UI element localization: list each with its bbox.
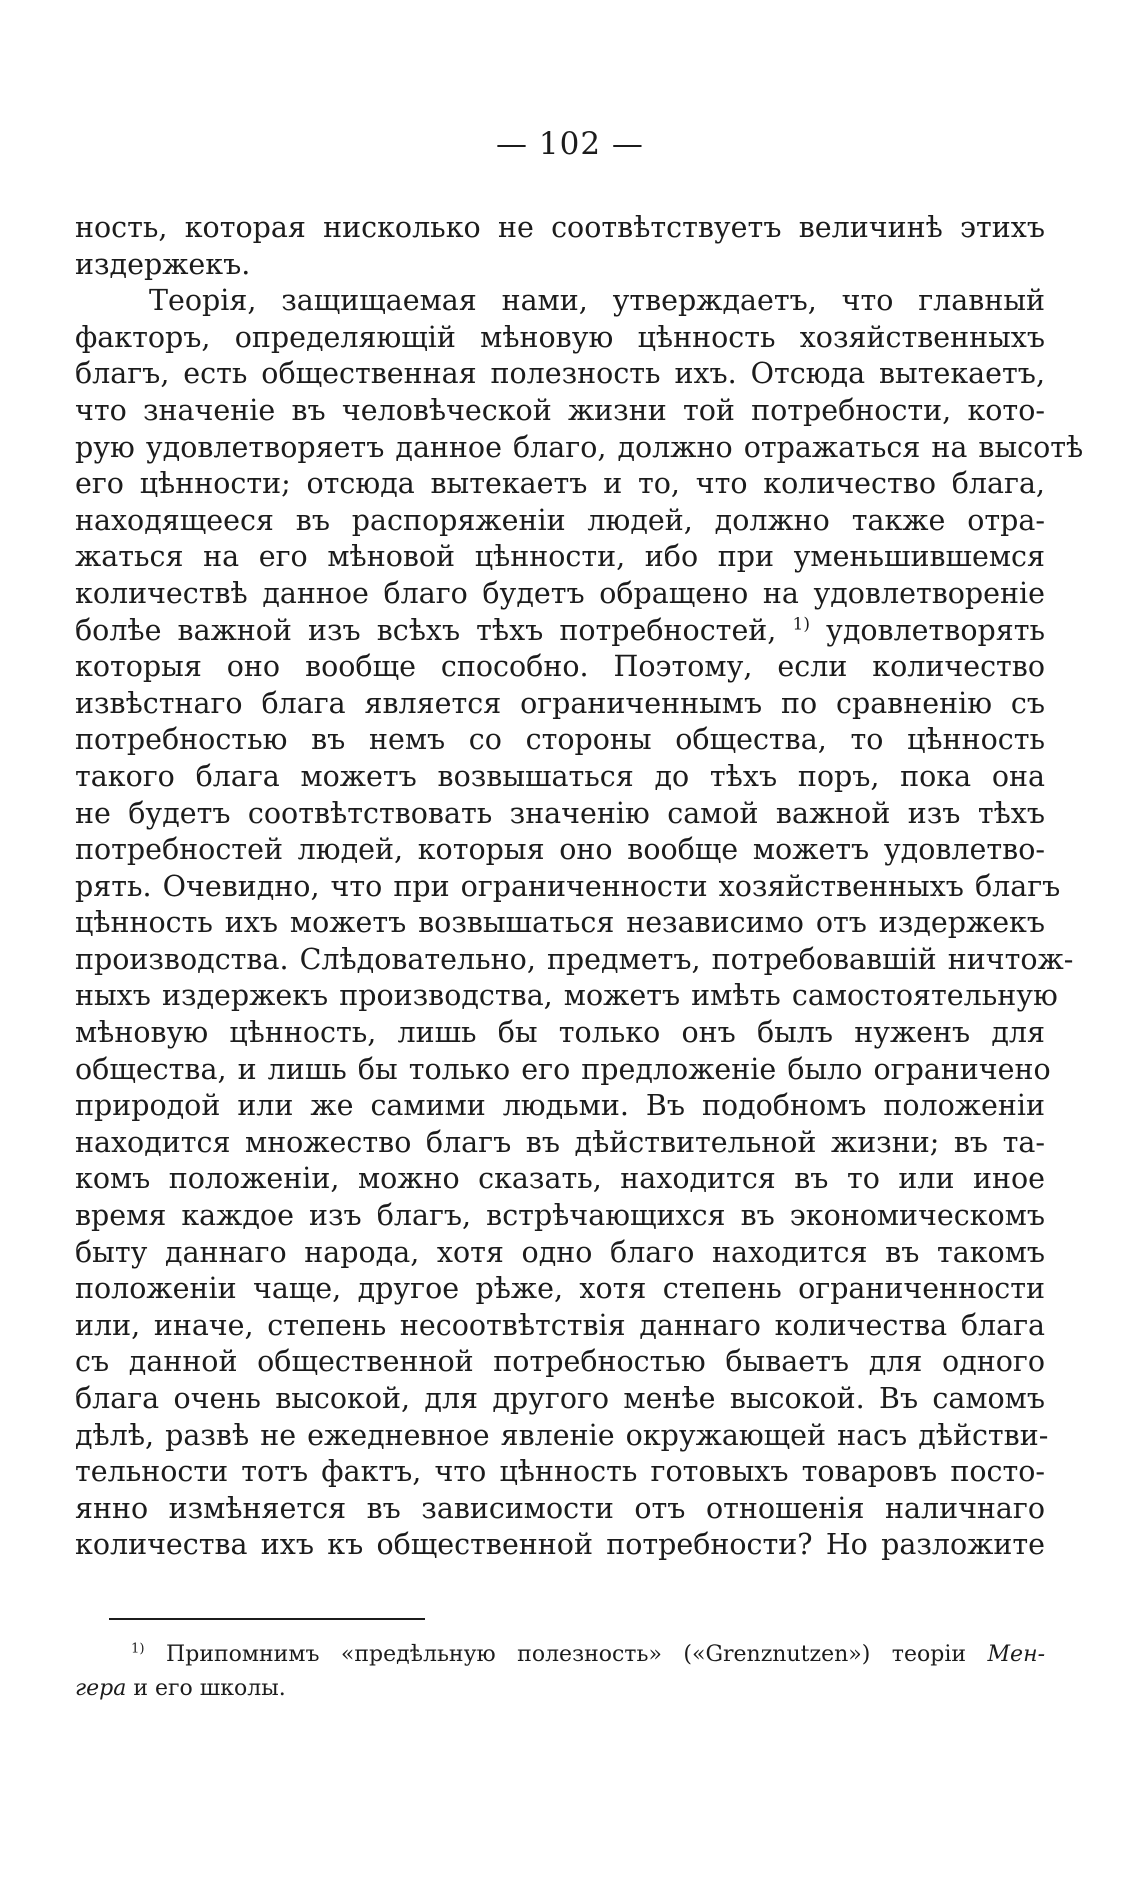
text-line-20: цѣнность ихъ можетъ возвышаться независимо отъ издержекъ	[75, 906, 1045, 940]
text-line-19: рять. Очевидно, что при ограниченности хозяйственныхъ благъ	[75, 869, 1061, 903]
text-line-34: дѣлѣ, развѣ не ежедневное явленіе окружающей насъ дѣйстви-	[75, 1418, 1049, 1452]
text-line-13: которыя оно вообще способно. Поэтому, если количество	[75, 650, 1045, 684]
text-line-5: благъ, есть общественная полезность ихъ. Отсюда вытекаетъ,	[75, 357, 1045, 391]
text-line-10: жаться на его мѣновой цѣнности, ибо при уменьшившемся	[75, 540, 1045, 574]
text-line-2: издержекъ.	[75, 247, 251, 281]
footnote-marker: 1)	[131, 1641, 145, 1657]
text-line-29: быту даннаго народа, хотя одно благо находится въ такомъ	[75, 1235, 1045, 1269]
text-line-25: природой или же самими людьми. Въ подобномъ положеніи	[75, 1089, 1045, 1123]
footnotes	[75, 1638, 1045, 1706]
footnote-reference: 1)	[792, 614, 810, 635]
footnote-line-2-rest: и его школы.	[133, 1676, 286, 1701]
text-line-33: блага очень высокой, для другого менѣе высокой. Въ самомъ	[75, 1382, 1045, 1415]
text-line-11: количествѣ данное благо будетъ обращено на удовлетвореніе	[75, 576, 1045, 610]
footnote-author-part1: Мен-	[987, 1642, 1046, 1667]
text-line-35: тельности тотъ фактъ, что цѣнность готовыхъ товаровъ посто-	[75, 1455, 1045, 1489]
text-line-16: такого блага можетъ возвышаться до тѣхъ поръ, пока она	[75, 759, 1045, 793]
text-line-21: производства. Слѣдовательно, предметъ, потребовавшій ничтож-	[75, 942, 1074, 976]
text-line-12	[75, 613, 1045, 650]
text-line-18: потребностей людей, которыя оно вообще можетъ удовлетво-	[75, 833, 1045, 867]
footnote-divider	[109, 1618, 425, 1620]
text-line-23: мѣновую цѣнность, лишь бы только онъ былъ нуженъ для	[75, 1016, 1045, 1050]
footnote-author-part2: гера	[75, 1676, 127, 1701]
text-line-14: извѣстнаго блага является ограниченнымъ по сравненію съ	[75, 686, 1045, 720]
text-line-15: потребностью въ немъ со стороны общества, то цѣнность	[75, 723, 1045, 757]
text-line-7: рую удовлетворяетъ данное благо, должно отражаться на высотѣ	[75, 430, 1084, 464]
page-number: — 102 —	[496, 126, 644, 162]
text-line-4: факторъ, определяющій мѣновую цѣнность хозяйственныхъ	[75, 320, 1045, 354]
text-line-3: Теорія, защищаемая нами, утверждаетъ, что главный	[149, 284, 1045, 318]
main-text	[75, 210, 1084, 1564]
text-line-37: количества ихъ къ общественной потребности? Но разложите	[75, 1528, 1045, 1562]
text-line-9: находящееся въ распоряженіи людей, должно также отра-	[75, 503, 1045, 537]
text-line-36: янно измѣняется въ зависимости отъ отношенія наличнаго	[75, 1491, 1045, 1525]
text-line-17: не будетъ соотвѣтствовать значенію самой важной изъ тѣхъ	[75, 796, 1045, 830]
footnote-line-1	[75, 1638, 1045, 1672]
text-line-32: съ данной общественной потребностью бываетъ для одного	[75, 1345, 1045, 1379]
text-line-24: общества, и лишь бы только его предложеніе было ограничено	[75, 1052, 1051, 1086]
text-line-12-start: болѣе важной изъ всѣхъ тѣхъ потребностей,	[75, 613, 777, 647]
text-line-31: или, иначе, степень несоотвѣтствія даннаго количества блага	[75, 1308, 1045, 1342]
text-line-26: находится множество благъ въ дѣйствительной жизни; въ та-	[75, 1125, 1045, 1159]
text-line-1: ность, которая нисколько не соотвѣтствуетъ величинѣ этихъ	[75, 211, 1045, 244]
footnote-line-2	[75, 1672, 1045, 1706]
text-line-12-end: удовлетворять	[826, 613, 1046, 647]
text-line-30: положеніи чаще, другое рѣже, хотя степень ограниченности	[75, 1272, 1045, 1306]
text-line-8: его цѣнности; отсюда вытекаетъ и то, что количество блага,	[75, 467, 1045, 501]
text-line-22: ныхъ издержекъ производства, можетъ имѣть самостоятельную	[75, 979, 1058, 1013]
text-line-6: что значеніе въ человѣческой жизни той потребности, кото-	[75, 393, 1045, 427]
text-line-28: время каждое изъ благъ, встрѣчающихся въ экономическомъ	[75, 1199, 1045, 1233]
footnote-text: Припомнимъ «предѣльную полезность» («Grenznutzen») теоріи	[166, 1642, 967, 1667]
text-line-27: комъ положеніи, можно сказать, находится въ то или иное	[75, 1162, 1045, 1196]
